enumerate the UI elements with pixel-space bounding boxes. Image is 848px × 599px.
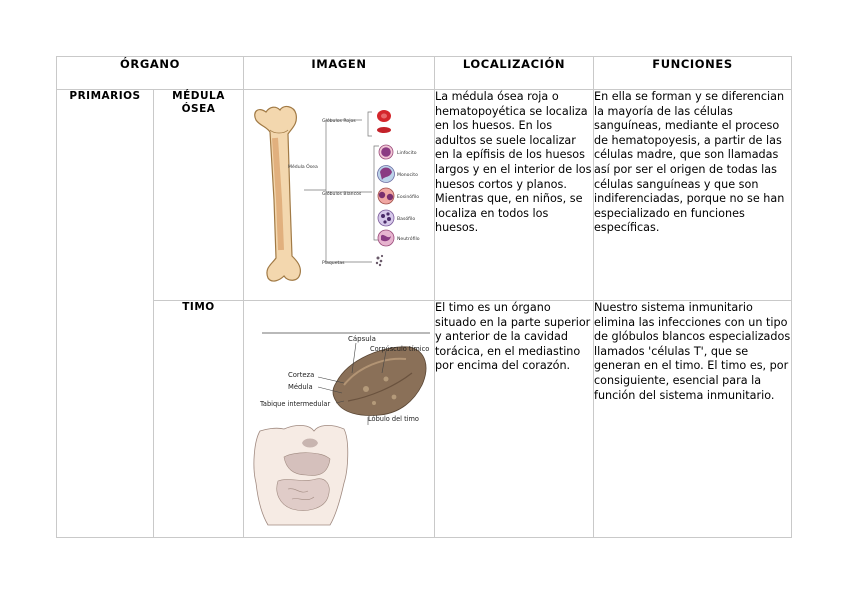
label-white-cells: Glóbulos Blancos (322, 192, 362, 197)
basophil-icon (378, 210, 394, 226)
organ-name: TIMO (182, 301, 215, 313)
organ-medula-osea (154, 90, 244, 301)
localizacion-timo: El timo es un órgano situado en la parte superior y anterior de la cavidad torácica, en el mediastino por encima del corazón. (435, 301, 594, 538)
thymus-illustration (244, 301, 434, 537)
table-row (57, 90, 792, 301)
label-platelets: Plaquetas (322, 261, 345, 266)
label-capsula: Cápsula (348, 335, 376, 343)
header-organo: ÓRGANO (57, 57, 244, 90)
organ-name: MÉDULA ÓSEA (172, 90, 225, 115)
organ-table (56, 56, 792, 538)
lymphocyte-icon (379, 145, 393, 159)
label-cell-3: Eosinófilo (397, 195, 420, 200)
platelets-icon (376, 255, 383, 266)
monocyte-icon (378, 166, 395, 183)
label-red-cells: Glóbulos Rojos (322, 119, 356, 124)
localizacion-medula: La médula ósea roja o hematopoyética se localiza en los huesos. En los adultos se suele localizar en la epífisis de los huesos largos y en el interior de los huesos cortos y planos. Mientras que, en niños, se localiza en todos los huesos. (435, 90, 594, 301)
bone-marrow-illustration (244, 90, 434, 300)
header-imagen: IMAGEN (244, 57, 435, 90)
image-cell-timo (244, 301, 435, 538)
torso-icon (254, 425, 348, 525)
eosinophil-icon (378, 188, 394, 204)
label-cell-5: Neutrófilo (397, 237, 420, 242)
group-primarios: PRIMARIOS (57, 90, 154, 538)
femur-bone-icon (255, 107, 301, 282)
label-corpusculo: Corpúsculo tímico (370, 345, 430, 353)
label-marrow: Médula Ósea (288, 165, 318, 170)
label-tabique: Tabique intermedular (260, 400, 331, 408)
label-lobulo: Lóbulo del timo (368, 415, 419, 423)
organ-timo (154, 301, 244, 538)
header-funciones: FUNCIONES (594, 57, 792, 90)
table-row (57, 301, 792, 538)
label-medula: Médula (288, 383, 313, 391)
label-cell-4: Basófilo (397, 217, 416, 222)
label-corteza: Corteza (288, 371, 315, 379)
label-cell-2: Monocito (397, 173, 418, 178)
image-cell-medula (244, 90, 435, 301)
header-localizacion: LOCALIZACIÓN (435, 57, 594, 90)
thymus-lobe-icon (333, 347, 426, 416)
red-blood-cell-icon (377, 110, 391, 133)
funciones-timo: Nuestro sistema inmunitario elimina las infecciones con un tipo de glóbulos blancos especializados llamados 'células T', que se generan en el timo. El timo es, por consiguiente, esencial para la función del sistema inmunitario. (594, 301, 792, 538)
label-cell-1: Linfocito (397, 151, 417, 156)
header-row (57, 57, 792, 90)
funciones-medula: En ella se forman y se diferencian la mayoría de las células sanguíneas, mediante el proceso de hematopoyesis, a partir de las células madre, que son llamadas así por ser el origen de todas las células sanguíneas y que son indiferenciadas, porque no se han especializado en funciones específicas. (594, 90, 792, 301)
neutrophil-icon (378, 230, 394, 246)
